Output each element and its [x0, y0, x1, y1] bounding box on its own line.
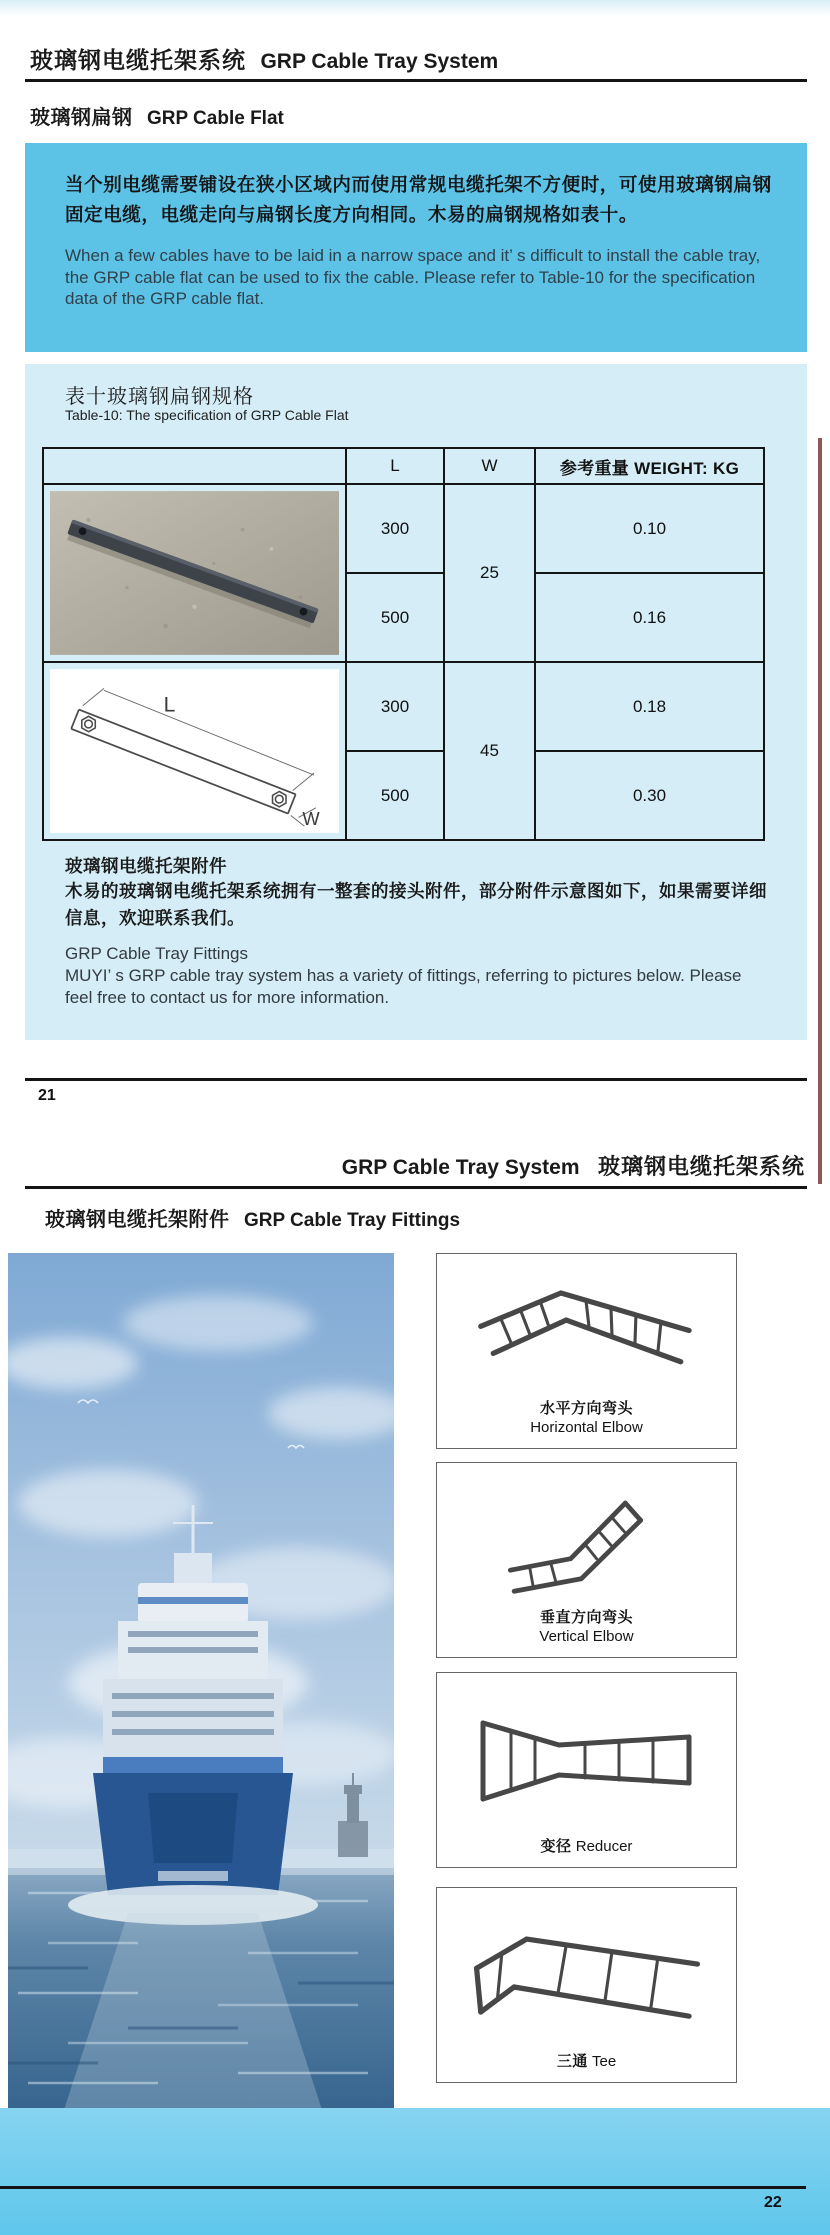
spec-table-header-image	[43, 448, 346, 484]
intro-paragraph-en: When a few cables have to be laid in a narrow space and it’ s difficult to install the cable tray, the GRP cable flat can be used to fix the cable. Please refer to Table-10 for the specification data of the GRP cable flat.	[65, 246, 761, 308]
spec-table-header-w: W	[444, 448, 535, 484]
spec-table-header-row	[43, 448, 764, 484]
fittings-note-en: MUYI’ s GRP cable tray system has a variety of fittings, referring to pictures below. Please feel free to contact us for more information.	[65, 966, 742, 1007]
fitting-image-wrap	[437, 1673, 736, 1837]
ship-at-sea-photo	[8, 1253, 394, 2113]
flat-bar-photo-image	[50, 491, 339, 655]
fitting-label-zh: 变径	[540, 1838, 572, 1855]
flat-bar-drawing-image	[50, 669, 339, 833]
fittings-note-title-zh: 玻璃钢电缆托架附件	[65, 856, 227, 876]
page22-header-en: GRP Cable Tray System	[341, 1156, 580, 1179]
section-title-zh: 玻璃钢扁钢	[30, 107, 133, 129]
cell-weight: 0.18	[535, 662, 764, 751]
page21-header-en: GRP Cable Tray System	[260, 50, 499, 73]
cell-weight: 0.30	[535, 751, 764, 840]
page-edge-shadow	[818, 438, 822, 1184]
drawing-label-w: W	[302, 808, 320, 830]
table-row	[43, 484, 764, 573]
page21-header-zh: 玻璃钢电缆托架系统	[30, 47, 246, 73]
fitting-label-zh: 三通	[556, 2053, 588, 2070]
footer-band	[0, 2108, 830, 2235]
table-row	[43, 662, 764, 751]
specification-panel	[25, 364, 807, 1040]
drawing-label-l: L	[163, 693, 176, 717]
page21-section-title	[30, 101, 284, 130]
page22-footer-rule	[0, 2186, 806, 2189]
table-title-en: Table-10: The specification of GRP Cable Flat	[65, 407, 349, 423]
reducer-icon	[462, 1699, 712, 1819]
fitting-label-zh: 水平方向弯头	[539, 1400, 633, 1417]
section-title-en: GRP Cable Flat	[146, 108, 284, 129]
page22-header-zh: 玻璃钢电缆托架系统	[597, 1154, 805, 1179]
cell-weight: 0.16	[535, 573, 764, 662]
spec-table	[42, 447, 765, 841]
fitting-label	[437, 1399, 736, 1448]
page22-header	[342, 1150, 805, 1181]
cell-w: 45	[444, 662, 535, 840]
horizontal-elbow-icon	[462, 1268, 712, 1393]
spec-table-header-l: L	[346, 448, 444, 484]
section-title-zh: 玻璃钢电缆托架附件	[45, 1209, 230, 1231]
fitting-image-wrap	[437, 1888, 736, 2052]
fitting-label-en: Tee	[592, 2053, 617, 2070]
cell-l: 300	[346, 484, 444, 573]
flat-bar-photo-cell	[43, 484, 346, 662]
fitting-label-zh: 垂直方向弯头	[539, 1609, 633, 1626]
page22-section-title	[45, 1203, 460, 1232]
fitting-label-en: Horizontal Elbow	[530, 1419, 643, 1436]
fitting-card-tee	[436, 1887, 737, 2083]
flat-bar-drawing-cell	[43, 662, 346, 840]
fitting-label	[437, 2052, 736, 2082]
fitting-card-horizontal-elbow	[436, 1253, 737, 1449]
page21-header-rule	[25, 79, 807, 82]
section-title-en: GRP Cable Tray Fittings	[243, 1210, 461, 1231]
ship-photo-image	[8, 1253, 394, 2113]
page21-footer-rule	[25, 1078, 807, 1081]
top-edge-tint	[0, 0, 830, 16]
fitting-label-en: Reducer	[575, 1838, 633, 1855]
fitting-label-en: Vertical Elbow	[539, 1628, 634, 1645]
vertical-elbow-icon	[472, 1477, 702, 1602]
tee-icon	[462, 1912, 712, 2037]
fitting-image-wrap	[437, 1254, 736, 1399]
page22-header-rule	[25, 1186, 807, 1189]
cell-l: 500	[346, 573, 444, 662]
fittings-note-title-en: GRP Cable Tray Fittings	[65, 944, 248, 963]
fitting-card-vertical-elbow	[436, 1462, 737, 1658]
cell-l: 300	[346, 662, 444, 751]
intro-panel	[25, 143, 807, 352]
page-number-22: 22	[764, 2194, 782, 2211]
cell-w: 25	[444, 484, 535, 662]
fittings-note-zh: 木易的玻璃钢电缆托架系统拥有一整套的接头附件，部分附件示意图如下，如果需要详细信息，欢迎联系我们。	[65, 881, 767, 928]
fitting-image-wrap	[437, 1463, 736, 1608]
fitting-label	[437, 1608, 736, 1657]
fitting-card-reducer	[436, 1672, 737, 1868]
fitting-label	[437, 1837, 736, 1867]
table-title-zh: 表十玻璃钢扁钢规格	[65, 386, 254, 408]
cell-weight: 0.10	[535, 484, 764, 573]
cell-l: 500	[346, 751, 444, 840]
intro-paragraph-zh: 当个别电缆需要铺设在狭小区域内而使用常规电缆托架不方便时，可使用玻璃钢扁钢固定电缆，电缆走向与扁钢长度方向相同。木易的扁钢规格如表十。	[65, 174, 772, 225]
page21-header	[30, 42, 498, 75]
page-number-21: 21	[38, 1087, 56, 1104]
spec-table-header-weight: 参考重量 WEIGHT: KG	[535, 448, 764, 484]
